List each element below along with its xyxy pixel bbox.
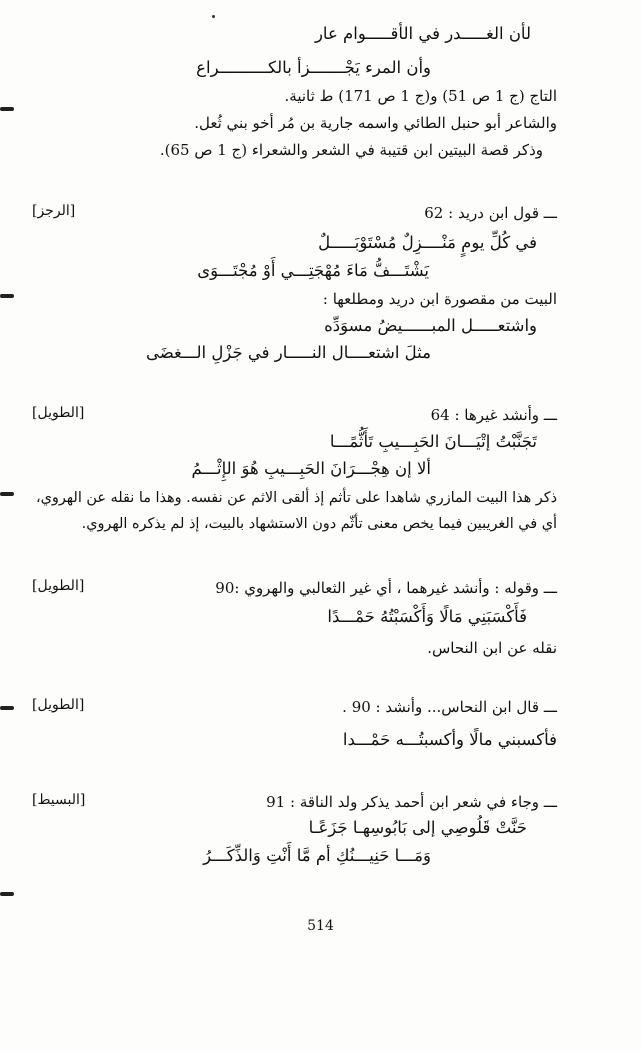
scan-margin-mark	[0, 294, 14, 298]
entry-heading: ـــ قول ابن دريد : 62	[424, 204, 557, 222]
source-citation: التاج (ج 1 ص 51) و(ج 1 ص 171) ط ثانية.	[284, 87, 557, 105]
verse-line: يَشْتَـــفُّ مَاءَ مُهْجَتِـــي أَوْ مُجْتَـــوَى	[197, 261, 429, 280]
meter-label: [الطويل]	[32, 697, 85, 713]
scan-margin-mark	[0, 892, 14, 896]
verse-line: فأكسبني مالًا وأكسبتُـــه حَمْـــدا	[342, 730, 557, 749]
meter-label: [الرجز]	[32, 203, 76, 219]
verse-line: تَجَنَّبْتُ إتْيَـــانَ الحَبِـــيبِ تَأَثُّمًـــا	[329, 432, 537, 451]
verse-line: ألا إن هِجْـــرَانَ الحَبِـــيبِ هُوَ الإِثْـــمُ	[191, 459, 431, 478]
scan-margin-mark	[0, 107, 14, 111]
entry-heading: ـــ قال ابن النحاس... وأنشد : 90 .	[342, 698, 557, 716]
paragraph-line: ذكر هذا البيت المازري شاهدا على تأثم إذ ألقى الاثم عن نفسه. وهذا ما نقله عن الهروي،	[36, 490, 557, 506]
meter-label: [الطويل]	[32, 405, 85, 421]
paragraph-line: البيت من مقصورة ابن دريد ومطلعها :	[322, 290, 557, 308]
paragraph-line: وذكر قصة البيتين ابن قتيبة في الشعر والشعراء (ج 1 ص 65).	[159, 141, 543, 159]
scan-speck	[212, 15, 215, 18]
verse-line: وأن المرء يَجْـــــــزأ بالكــــــــــراع	[196, 58, 431, 77]
scan-margin-mark	[0, 706, 14, 710]
verse-line: حَنَّتْ قَلُوصِي إلى بَابُوسِهـا جَزَعًـا	[308, 818, 527, 837]
entry-heading: ـــ وجاء في شعر ابن أحمد يذكر ولد الناقة : 91	[266, 793, 557, 811]
meter-label: [الطويل]	[32, 578, 85, 594]
verse-line: وَمَـــا حَنِيـــنُكِ أم مَّا أَنْتِ وَالذِّكَـــرُ	[203, 846, 431, 865]
page-number: 514	[307, 918, 334, 934]
verse-line: لأن الغـــــدر في الأقـــــوام عار	[314, 24, 531, 43]
meter-label: [البسيط]	[32, 792, 86, 808]
paragraph-line: والشاعر أبو حنبل الطائي واسمه جارية بن مُر أخو بني ثُعل.	[194, 114, 557, 132]
entry-heading: ـــ وقوله : وأنشد غيرهما ، أي غير الثعالبي والهروي :90	[215, 579, 557, 597]
verse-line: مثلَ اشتعــــال النـــــار في جَزْلِ الـــغضَى	[145, 343, 431, 362]
entry-heading: ـــ وأنشد غيرها : 64	[430, 406, 557, 424]
verse-line: فَأَكْسَبَنِي مَالًا وَأَكْسَبْتُهُ حَمْـــدًا	[327, 607, 527, 626]
paragraph-line: نقله عن ابن النحاس.	[427, 639, 557, 657]
verse-line: في كُلِّ يومٍ مَنْــــزِلٌ مُسْتَوْبَـــــلٌ	[318, 233, 537, 252]
scan-margin-mark	[0, 492, 14, 496]
paragraph-line: أي في الغريبين فيما يخص معنى تأثّم دون الاستشهاد بالبيت، إذ لم يذكره الهروي.	[81, 516, 557, 532]
verse-line: واشتعـــــل المبــــــيضُ مسوَدِّه	[324, 316, 537, 335]
